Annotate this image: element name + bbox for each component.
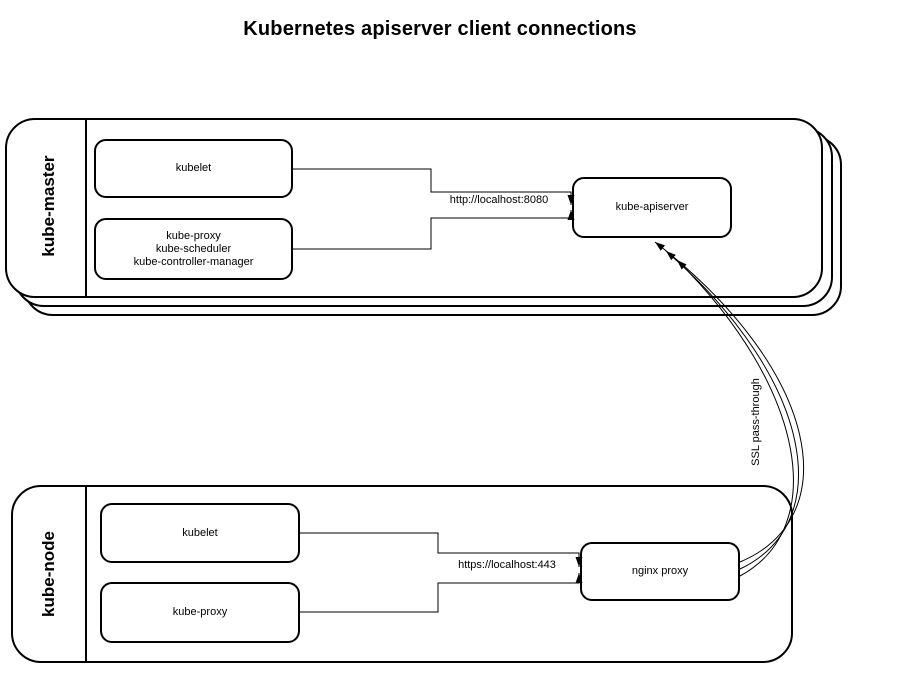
node-master-services (94, 218, 293, 280)
master-services-line-1: kube-proxy (166, 229, 221, 242)
node-kube-apiserver-label: kube-apiserver (615, 201, 689, 213)
kube-master-divider (85, 120, 87, 296)
node-node-kubelet (100, 503, 300, 563)
diagram-title: Kubernetes apiserver client connections (243, 18, 637, 40)
master-services-line-3: kube-controller-manager (133, 255, 254, 268)
node-master-kubelet (94, 139, 293, 198)
kube-node-label: kube-node (39, 531, 58, 617)
kube-node-divider (85, 487, 87, 661)
node-node-kubelet-label: kubelet (182, 526, 218, 539)
edge-label-ssl-pass-through: SSL pass-through (750, 378, 762, 466)
node-kube-apiserver (572, 177, 732, 238)
edge-label-http-localhost-8080: http://localhost:8080 (449, 194, 549, 206)
edge-label-https-localhost-443: https://localhost:443 (458, 559, 556, 571)
node-node-kube-proxy-label: kube-proxy (172, 606, 228, 618)
node-nginx-proxy (580, 542, 740, 601)
master-services-line-2: kube-scheduler (155, 242, 232, 255)
node-nginx-proxy-label: nginx proxy (631, 565, 689, 577)
kube-master-label: kube-master (39, 155, 58, 257)
node-master-services-label (134, 230, 254, 269)
node-master-kubelet-label: kubelet (175, 162, 212, 174)
node-node-kube-proxy (100, 582, 300, 643)
